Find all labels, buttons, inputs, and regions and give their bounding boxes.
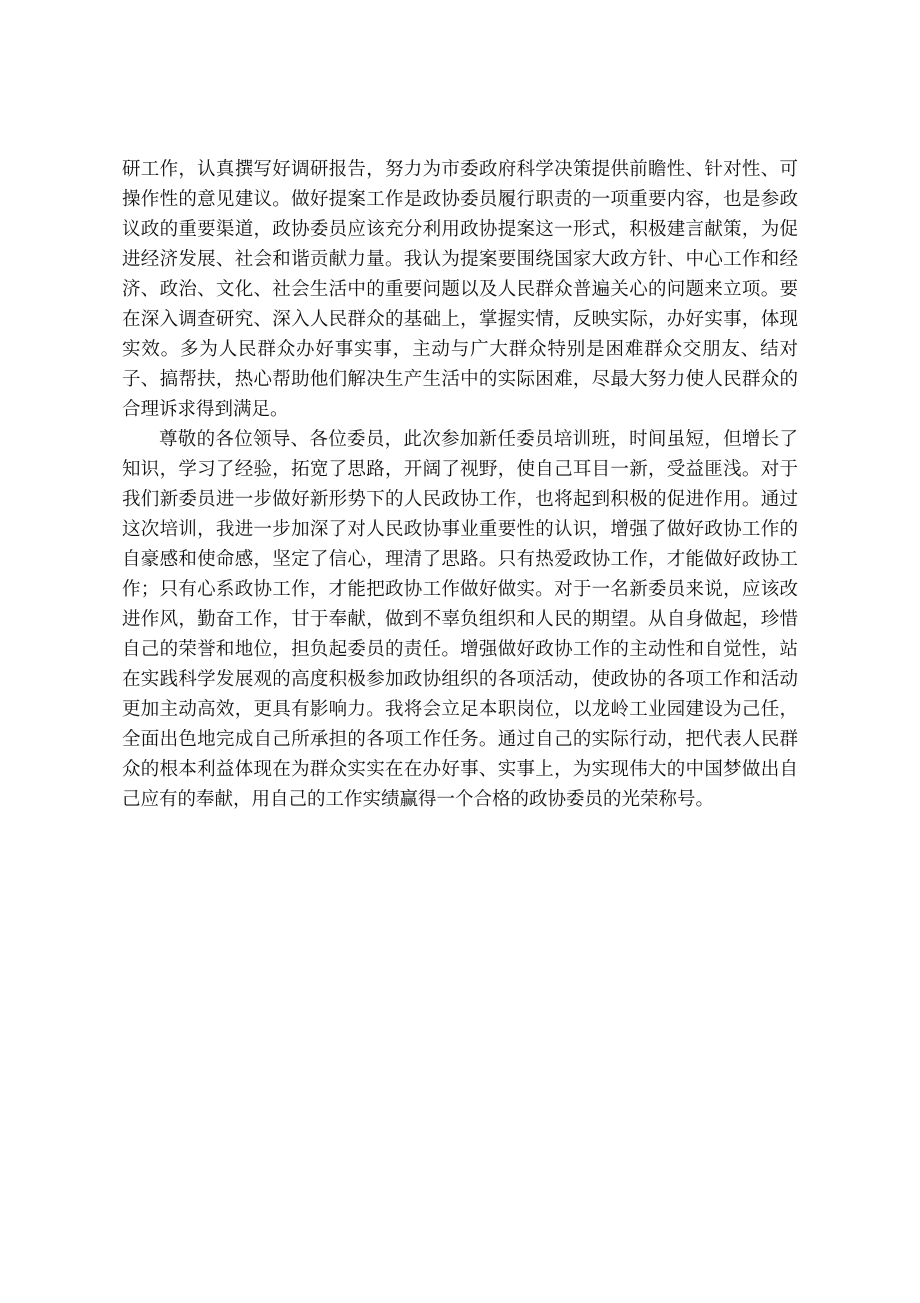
paragraph-continued: 研工作，认真撰写好调研报告，努力为市委政府科学决策提供前瞻性、针对性、可操作性的意见建议。做好提案工作是政协委员履行职责的一项重要内容，也是参政议政的重要渠道，政协委员应该充分利用政协提案这一形式，积极建言献策，为促进经济发展、社会和谐贡献力量。我认为提案要围绕国家大政方针、中心工作和经济、政治、文化、社会生活中的重要问题以及人民群众普遍关心的问题来立项。要在深入调查研究、深入人民群众的基础上，掌握实情，反映实际，办好实事，体现实效。多为人民群众办好事实事，主动与广大群众特别是困难群众交朋友、结对子、搞帮扶，热心帮助他们解决生产生活中的实际困难，尽最大努力使人民群众的合理诉求得到满足。 [122,159,798,420]
paragraph-training-reflection: 尊敬的各位领导、各位委员，此次参加新任委员培训班，时间虽短，但增长了知识，学习了经验，拓宽了思路，开阔了视野，使自己耳目一新，受益匪浅。对于我们新委员进一步做好新形势下的人民政协工作，也将起到积极的促进作用。通过这次培训，我进一步加深了对人民政协事业重要性的认识，增强了做好政协工作的自豪感和使命感，坚定了信心，理清了思路。只有热爱政协工作，才能做好政协工作；只有心系政协工作，才能把政协工作做好做实。对于一名新委员来说，应该改进作风，勤奋工作，甘于奉献，做到不辜负组织和人民的期望。从自身做起，珍惜自己的荣誉和地位，担负起委员的责任。增强做好政协工作的主动性和自觉性，站在实践科学发展观的高度积极参加政协组织的各项活动，使政协的各项工作和活动更加主动高效，更具有影响力。我将会立足本职岗位，以龙岭工业园建设为己任，全面出色地完成自己所承担的各项工作任务。通过自己的实际行动，把代表人民群众的根本利益体现在为群众实实在在办好事、实事上，为实现伟大的中国梦做出自己应有的奉献，用自己的工作实绩赢得一个合格的政协委员的光荣称号。 [122,429,798,810]
document-body [122,155,798,815]
